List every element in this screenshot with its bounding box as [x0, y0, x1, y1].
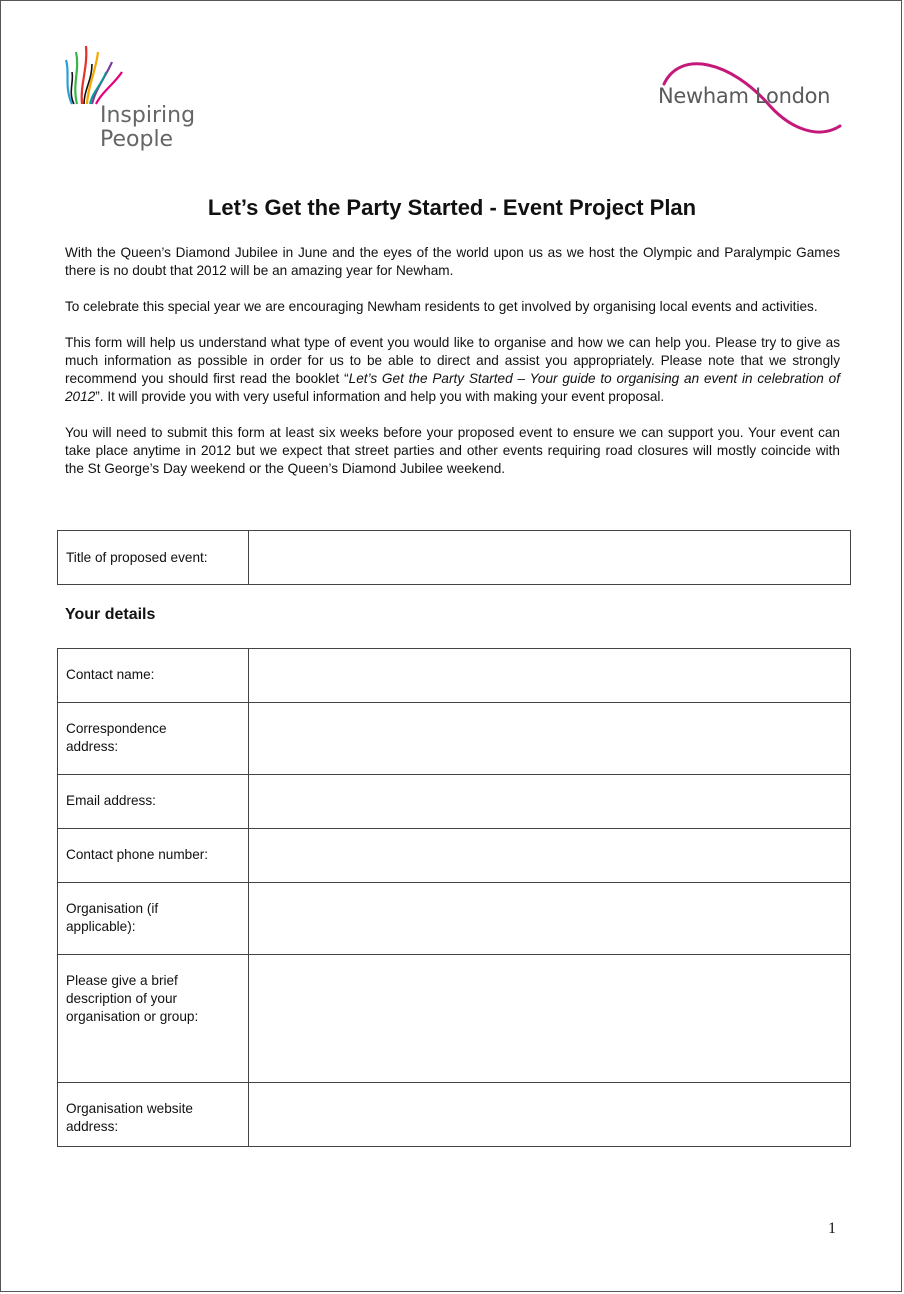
organisation-website-label-text: Organisation website address: — [66, 1101, 193, 1134]
inspiring-people-logo — [62, 42, 202, 157]
organisation-field[interactable] — [249, 883, 851, 955]
your-details-heading: Your details — [65, 606, 156, 623]
organisation-description-label-text: Please give a brief description of your organisation or group: — [66, 973, 199, 1024]
newham-london-logo — [650, 56, 850, 140]
form-row — [58, 531, 851, 585]
form-row — [58, 1083, 851, 1147]
intro-paragraph-4: You will need to submit this form at least six weeks before your proposed event to ensure we can support you. Your event can take place anytime in 2012 but we expect that street parties and other events requiring road closures will mostly coincide with the St George’s Day weekend or the Queen’s Diamond Jubilee weekend. — [65, 425, 840, 476]
organisation-label — [58, 883, 249, 955]
event-title-label: Title of proposed event: — [58, 531, 249, 585]
intro-p3-end: ”. It will provide you with very useful information and help you with making your event proposal. — [95, 389, 665, 404]
intro-p3-start: This form will help us understand what type of event you would like to organise and how we can help you. Please try to give as much information as possible in order for us to be able to direct and assist you appropriately. Please note that we strongly recommend you should first read the booklet “ — [65, 335, 840, 386]
correspondence-address-label-text: Correspondence address: — [66, 721, 167, 754]
contact-phone-field[interactable] — [249, 829, 851, 883]
intro-paragraph-2: To celebrate this special year we are encouraging Newham residents to get involved by organising local events and activities. — [65, 299, 818, 314]
booklet-title: Let’s Get the Party Started – Your guide to organising an event in celebration of 2012 — [65, 371, 840, 404]
flame-icon — [62, 42, 142, 112]
page-number: 1 — [828, 1220, 836, 1237]
your-details-table — [57, 648, 851, 1147]
contact-phone-label: Contact phone number: — [58, 829, 249, 883]
inspiring-people-wordmark — [100, 104, 195, 152]
logo-word-inspiring: Inspiring — [100, 103, 196, 128]
contact-name-label: Contact name: — [58, 649, 249, 703]
correspondence-address-label — [58, 703, 249, 775]
event-title-table — [57, 530, 851, 585]
intro-paragraph-1: With the Queen’s Diamond Jubilee in June and the eyes of the world upon us as we host the Olympic and Paralympic Games there is no doubt that 2012 will be an amazing year for Newham. — [65, 245, 840, 278]
organisation-website-field[interactable] — [249, 1083, 851, 1147]
email-address-field[interactable] — [249, 775, 851, 829]
organisation-label-text: Organisation (if applicable): — [66, 901, 159, 934]
form-row — [58, 775, 851, 829]
logo-word-people: People — [100, 127, 174, 152]
document-title: Let’s Get the Party Started - Event Project Plan — [207, 195, 697, 220]
correspondence-address-field[interactable] — [249, 703, 851, 775]
organisation-website-label — [58, 1083, 249, 1147]
intro-text — [65, 244, 840, 496]
organisation-description-label — [58, 955, 249, 1083]
event-title-field[interactable] — [249, 531, 851, 585]
intro-paragraph-3 — [65, 334, 840, 406]
form-row — [58, 955, 851, 1083]
form-row — [58, 829, 851, 883]
form-row — [58, 883, 851, 955]
form-row — [58, 703, 851, 775]
organisation-description-field[interactable] — [249, 955, 851, 1083]
newham-london-wordmark: Newham London — [658, 84, 831, 108]
form-row — [58, 649, 851, 703]
contact-name-field[interactable] — [249, 649, 851, 703]
email-address-label: Email address: — [58, 775, 249, 829]
